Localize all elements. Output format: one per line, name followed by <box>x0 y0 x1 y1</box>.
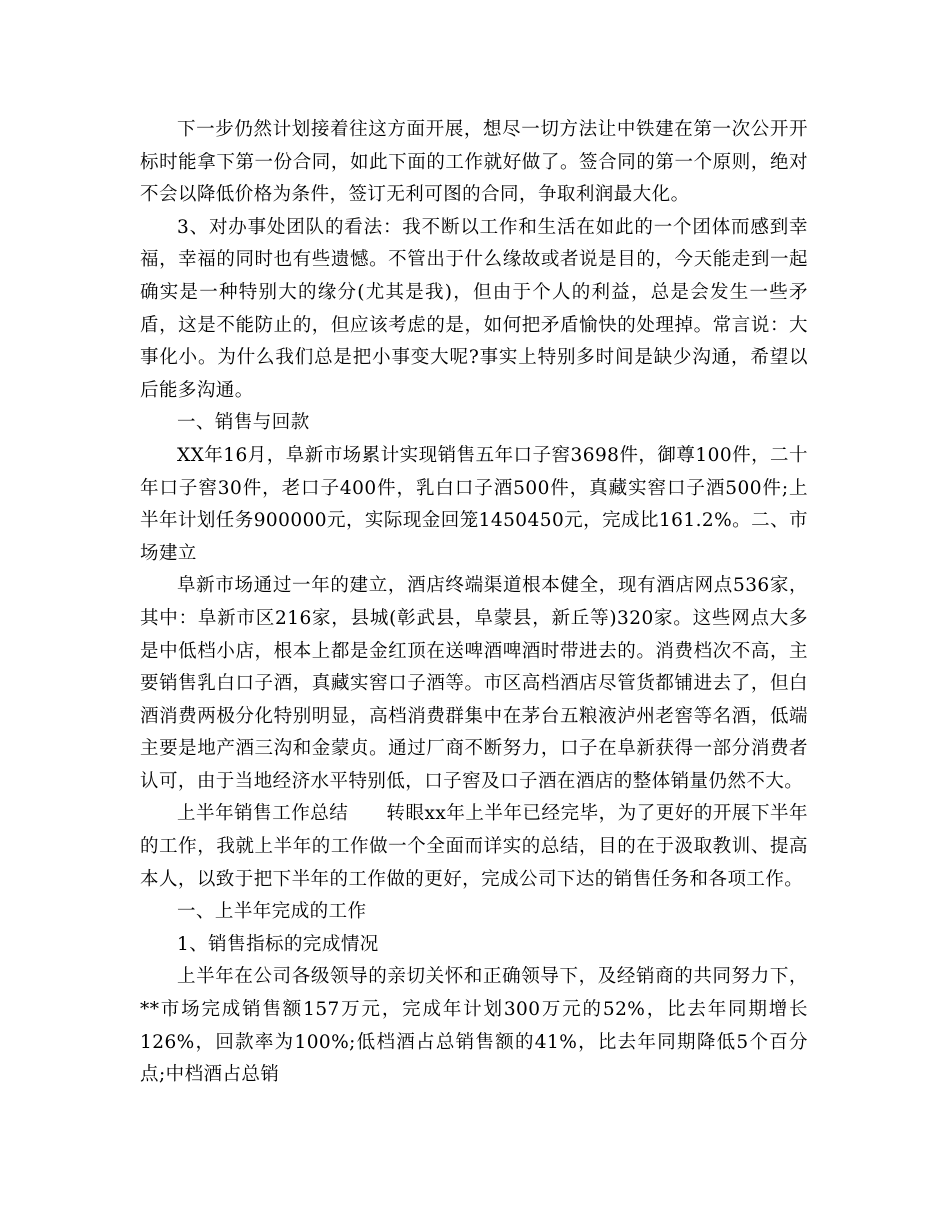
paragraph-sales-figures: XX年16月，阜新市场累计实现销售五年口子窖3698件，御尊100件，二十年口子窖30件，老口子400件，乳白口子酒500件，真藏实窖口子酒500件;上半年计划任务900000元，实际现金回笼1450450元，完成比161.2%。二、市场建立 <box>140 444 808 564</box>
heading-sales-targets: 1、销售指标的完成情况 <box>177 933 379 955</box>
paragraph-half-year-summary: 上半年销售工作总结 转眼xx年上半年已经完毕，为了更好的开展下半年的工作，我就上半年的工作做一个全面而详实的总结，目的在于汲取教训、提高本人，以致于把下半年的工作做的更好，完成公司下达的销售任务和各项工作。 <box>140 803 808 890</box>
paragraph-target-completion: 上半年在公司各级领导的亲切关怀和正确领导下，及经销商的共同努力下，**市场完成销售额157万元，完成年计划300万元的52%，比去年同期增长126%，回款率为100%;低档酒占总销售额的41%，比去年同期降低5个百分点;中档酒占总销 <box>140 966 808 1086</box>
document-page <box>140 114 808 1092</box>
paragraph-team-view: 3、对办事处团队的看法：我不断以工作和生活在如此的一个团体而感到幸福，幸福的同时也有些遗憾。不管出于什么缘故或者说是目的，今天能走到一起确实是一种特别大的缘分(尤其是我)，但由于个人的利益，总是会发生一些矛盾，这是不能防止的，但应该考虑的是，如何把矛盾愉快的处理掉。常言说：大事化小。为什么我们总是把小事变大呢?事实上特别多时间是缺少沟通，希望以后能多沟通。 <box>140 216 808 401</box>
heading-sales-and-payment: 一、销售与回款 <box>177 412 310 434</box>
heading-completed-work: 一、上半年完成的工作 <box>177 901 367 923</box>
paragraph-contract-plan: 下一步仍然计划接着往这方面开展，想尽一切方法让中铁建在第一次公开开标时能拿下第一份合同，如此下面的工作就好做了。签合同的第一个原则，绝对不会以降低价格为条件，签订无利可图的合同，争取利润最大化。 <box>140 119 808 206</box>
paragraph-market-building: 阜新市场通过一年的建立，酒店终端渠道根本健全，现有酒店网点536家，其中：阜新市区216家，县城(彰武县，阜蒙县，新丘等)320家。这些网点大多是中低档小店，根本上都是金红顶在送啤酒啤酒时带进去的。消费档次不高，主要销售乳白口子酒，真藏实窖口子酒等。市区高档酒店尽管货都铺进去了，但白酒消费两极分化特别明显，高档消费群集中在茅台五粮液泸州老窖等名酒，低端主要是地产酒三沟和金蒙贞。通过厂商不断努力，口子在阜新获得一部分消费者认可，由于当地经济水平特别低，口子窖及口子酒在酒店的整体销量仍然不大。 <box>140 575 808 792</box>
